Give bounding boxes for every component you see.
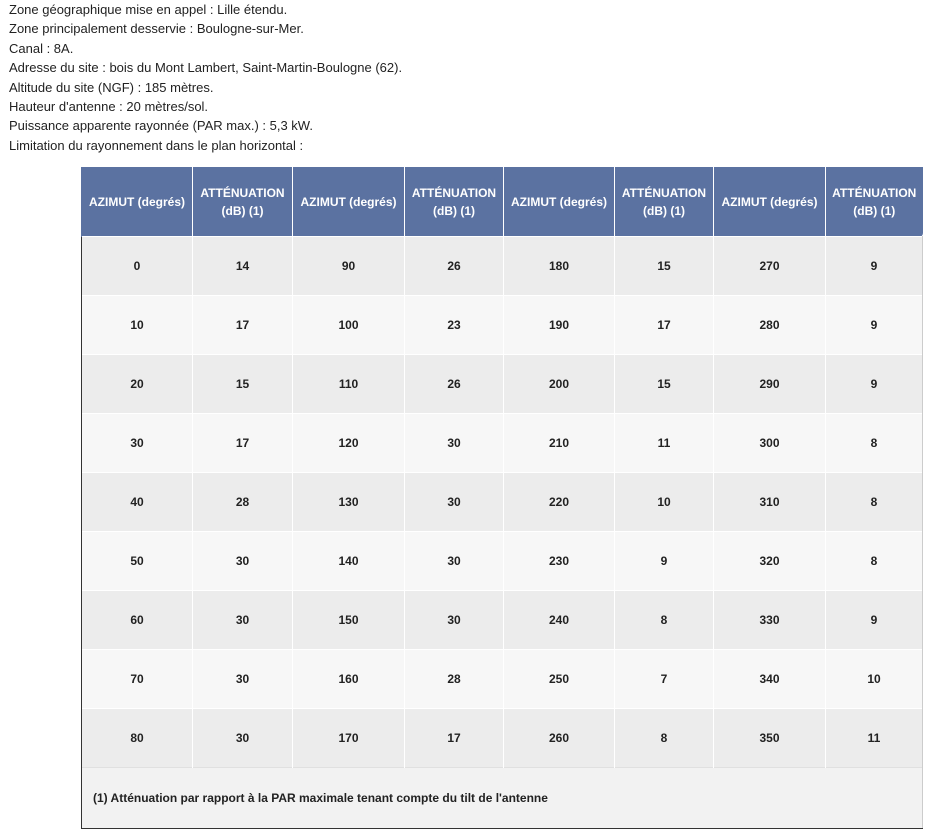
cell-attenuation: 9 (826, 237, 923, 296)
cell-attenuation: 15 (615, 237, 714, 296)
table-row (82, 473, 923, 532)
cell-azimut: 60 (82, 591, 193, 650)
cell-azimut: 120 (293, 414, 405, 473)
info-puissance: Puissance apparente rayonnée (PAR max.) : 5,3 kW. (9, 118, 313, 134)
column-header-attenuation: ATTÉNUATION (dB) (1) (615, 167, 714, 237)
cell-azimut: 150 (293, 591, 405, 650)
cell-azimut: 200 (504, 355, 615, 414)
attenuation-table (81, 167, 923, 829)
cell-attenuation: 15 (193, 355, 293, 414)
cell-azimut: 290 (714, 355, 826, 414)
info-altitude: Altitude du site (NGF) : 185 mètres. (9, 79, 214, 95)
cell-azimut: 130 (293, 473, 405, 532)
cell-azimut: 190 (504, 296, 615, 355)
column-header-azimut: AZIMUT (degrés) (82, 167, 193, 237)
cell-attenuation: 26 (405, 237, 504, 296)
info-hauteur-antenne: Hauteur d'antenne : 20 mètres/sol. (9, 99, 209, 115)
cell-azimut: 0 (82, 237, 193, 296)
column-header-azimut: AZIMUT (degrés) (504, 167, 615, 237)
table-row (82, 532, 923, 591)
cell-azimut: 80 (82, 709, 193, 768)
table-row (82, 414, 923, 473)
cell-attenuation: 15 (615, 355, 714, 414)
info-zone-geographique: Zone géographique mise en appel : Lille étendu. (9, 2, 288, 17)
cell-azimut: 170 (293, 709, 405, 768)
cell-azimut: 10 (82, 296, 193, 355)
cell-attenuation: 30 (193, 650, 293, 709)
cell-azimut: 50 (82, 532, 193, 591)
cell-attenuation: 9 (615, 532, 714, 591)
info-canal: Canal : 8A. (9, 40, 74, 56)
table-row (82, 591, 923, 650)
column-header-attenuation: ATTÉNUATION (dB) (1) (826, 167, 923, 237)
column-header-azimut: AZIMUT (degrés) (293, 167, 405, 237)
cell-attenuation: 8 (826, 414, 923, 473)
cell-azimut: 90 (293, 237, 405, 296)
info-limitation: Limitation du rayonnement dans le plan horizontal : (9, 137, 304, 153)
cell-attenuation: 11 (615, 414, 714, 473)
cell-attenuation: 28 (193, 473, 293, 532)
cell-azimut: 20 (82, 355, 193, 414)
cell-attenuation: 26 (405, 355, 504, 414)
table-footer (82, 768, 923, 829)
table-row (82, 650, 923, 709)
cell-azimut: 250 (504, 650, 615, 709)
info-adresse: Adresse du site : bois du Mont Lambert, Saint-Martin-Boulogne (62). (9, 60, 403, 76)
cell-attenuation: 9 (826, 591, 923, 650)
cell-azimut: 70 (82, 650, 193, 709)
cell-azimut: 270 (714, 237, 826, 296)
cell-attenuation: 9 (826, 355, 923, 414)
cell-attenuation: 11 (826, 709, 923, 768)
site-info (9, 0, 909, 155)
cell-azimut: 140 (293, 532, 405, 591)
cell-azimut: 40 (82, 473, 193, 532)
cell-azimut: 110 (293, 355, 405, 414)
cell-attenuation: 10 (615, 473, 714, 532)
table-body (82, 237, 923, 768)
cell-azimut: 310 (714, 473, 826, 532)
cell-attenuation: 30 (405, 532, 504, 591)
cell-attenuation: 8 (615, 709, 714, 768)
cell-attenuation: 23 (405, 296, 504, 355)
cell-azimut: 180 (504, 237, 615, 296)
cell-azimut: 230 (504, 532, 615, 591)
cell-azimut: 280 (714, 296, 826, 355)
header-row (82, 167, 923, 237)
cell-attenuation: 30 (405, 473, 504, 532)
cell-attenuation: 7 (615, 650, 714, 709)
cell-azimut: 220 (504, 473, 615, 532)
footnote: (1) Atténuation par rapport à la PAR maximale tenant compte du tilt de l'antenne (82, 768, 923, 829)
cell-attenuation: 28 (405, 650, 504, 709)
cell-azimut: 30 (82, 414, 193, 473)
column-header-attenuation: ATTÉNUATION (dB) (1) (193, 167, 293, 237)
cell-attenuation: 30 (193, 591, 293, 650)
cell-azimut: 320 (714, 532, 826, 591)
table-header (82, 167, 923, 237)
cell-attenuation: 9 (826, 296, 923, 355)
cell-azimut: 160 (293, 650, 405, 709)
footnote-row (82, 768, 923, 829)
cell-attenuation: 17 (615, 296, 714, 355)
cell-azimut: 240 (504, 591, 615, 650)
table-row (82, 237, 923, 296)
cell-attenuation: 10 (826, 650, 923, 709)
cell-attenuation: 17 (193, 414, 293, 473)
cell-azimut: 340 (714, 650, 826, 709)
info-zone-desservie: Zone principalement desservie : Boulogne-sur-Mer. (9, 21, 304, 37)
table-row (82, 355, 923, 414)
cell-attenuation: 8 (615, 591, 714, 650)
cell-attenuation: 30 (405, 414, 504, 473)
cell-azimut: 100 (293, 296, 405, 355)
cell-azimut: 260 (504, 709, 615, 768)
cell-azimut: 300 (714, 414, 826, 473)
cell-azimut: 330 (714, 591, 826, 650)
cell-azimut: 350 (714, 709, 826, 768)
cell-attenuation: 30 (405, 591, 504, 650)
table-row (82, 709, 923, 768)
cell-attenuation: 30 (193, 532, 293, 591)
table-row (82, 296, 923, 355)
cell-attenuation: 14 (193, 237, 293, 296)
column-header-attenuation: ATTÉNUATION (dB) (1) (405, 167, 504, 237)
column-header-azimut: AZIMUT (degrés) (714, 167, 826, 237)
cell-azimut: 210 (504, 414, 615, 473)
cell-attenuation: 17 (405, 709, 504, 768)
cell-attenuation: 8 (826, 473, 923, 532)
cell-attenuation: 30 (193, 709, 293, 768)
cell-attenuation: 17 (193, 296, 293, 355)
cell-attenuation: 8 (826, 532, 923, 591)
